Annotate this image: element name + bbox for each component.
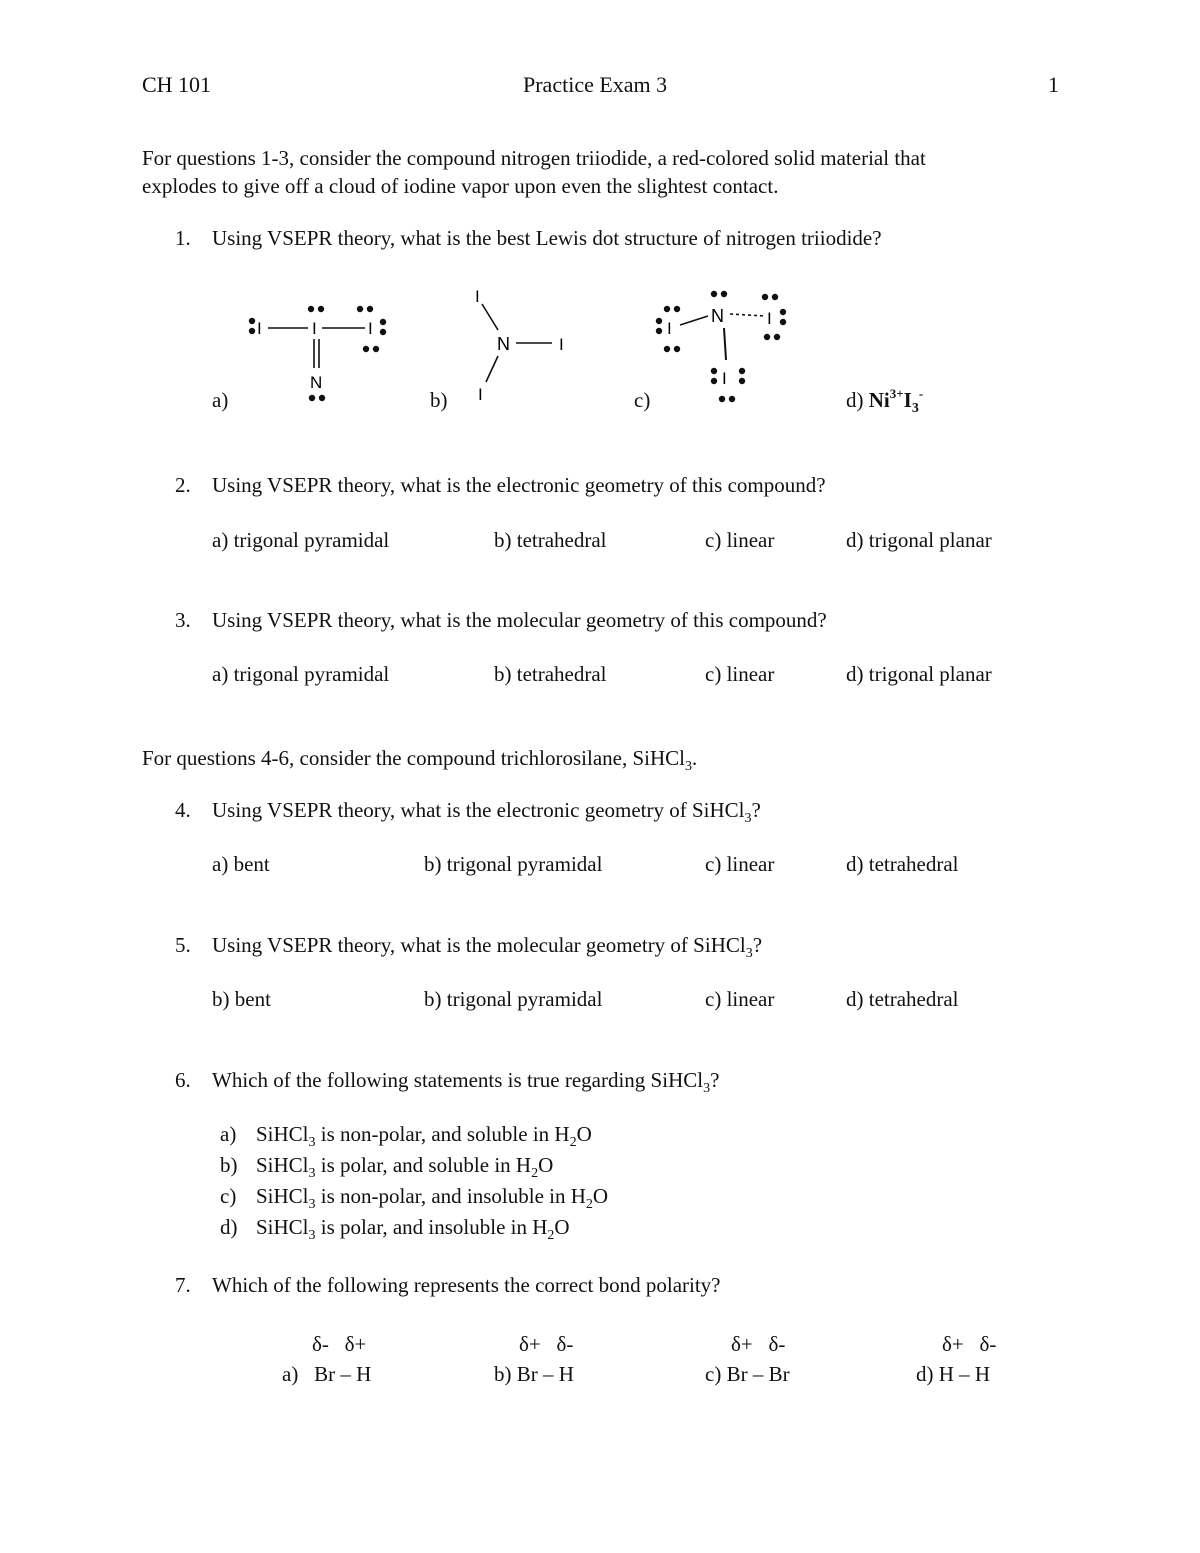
option-letter: a): [220, 1122, 237, 1146]
option-text: SiHCl: [256, 1122, 309, 1146]
q7-option-c: c) Br – Br: [705, 1362, 790, 1386]
option-text: is non-polar, and soluble in H: [315, 1122, 570, 1146]
subscript: 3: [308, 1197, 316, 1212]
question-1: [175, 226, 882, 251]
question-4: [175, 798, 761, 826]
question-2: [175, 473, 826, 498]
formula-i: I: [903, 388, 912, 412]
question-text: Which of the following statements is true regarding SiHCl: [212, 1068, 704, 1092]
q6-option-c: [220, 1184, 609, 1212]
option-text: SiHCl: [256, 1153, 309, 1177]
subscript: 3: [745, 946, 753, 961]
option-text: SiHCl: [256, 1215, 309, 1239]
atom-i: I: [478, 385, 483, 404]
option-letter: c): [220, 1184, 237, 1208]
q5-option-d: d) tetrahedral: [846, 987, 959, 1011]
question-text: Using VSEPR theory, what is the electronic geometry of SiHCl: [212, 798, 745, 822]
subscript: 2: [547, 1228, 555, 1243]
structure-c: [656, 291, 786, 402]
q7-option-b-charges: δ+ δ-: [519, 1332, 574, 1356]
group2-intro: [142, 744, 697, 776]
question-end: ?: [752, 933, 763, 957]
formula-ni: Ni: [868, 388, 890, 412]
subscript: 3: [685, 759, 693, 774]
question-text: Using VSEPR theory, what is the molecular geometry of SiHCl: [212, 933, 746, 957]
page-number: 1: [1048, 72, 1059, 97]
subscript: 3: [308, 1228, 316, 1243]
atom-i: I: [312, 319, 317, 338]
subscript: 3: [308, 1166, 316, 1181]
charge: 3+: [889, 386, 904, 401]
q2-option-d: d) trigonal planar: [846, 528, 992, 552]
q3-option-a: a) trigonal pyramidal: [212, 662, 390, 686]
q4-option-c: c) linear: [705, 852, 775, 876]
q1-option-d: [846, 386, 924, 416]
q6-option-b: [220, 1153, 554, 1181]
option-text: is polar, and soluble in H: [315, 1153, 532, 1177]
question-5: [175, 933, 763, 961]
option-text: O: [554, 1215, 570, 1239]
q5-option-a: b) bent: [212, 987, 271, 1011]
question-number: 3.: [175, 608, 191, 632]
question-3: [175, 608, 827, 633]
option-text: is non-polar, and insoluble in H: [315, 1184, 586, 1208]
atom-i: I: [257, 319, 262, 338]
charge: -: [918, 386, 924, 401]
q7-option-b: b) Br – H: [494, 1362, 574, 1386]
question-6: [175, 1068, 720, 1096]
q7-option-d-charges: δ+ δ-: [942, 1332, 997, 1356]
question-text: Which of the following represents the correct bond polarity?: [212, 1273, 721, 1297]
subscript: 3: [703, 1081, 711, 1096]
question-number: 6.: [175, 1068, 191, 1092]
page-title: Practice Exam 3: [523, 72, 668, 97]
q3-option-b: b) tetrahedral: [494, 662, 607, 686]
q4-option-d: d) tetrahedral: [846, 852, 959, 876]
group1-intro-line2: explodes to give off a cloud of iodine vapor upon even the slightest contact.: [142, 174, 779, 198]
question-number: 7.: [175, 1273, 191, 1297]
q7-option-a-charges: δ- δ+: [312, 1332, 367, 1356]
atom-i: I: [475, 287, 480, 306]
q1-option-b-label: b): [430, 388, 448, 412]
option-text: SiHCl: [256, 1184, 309, 1208]
q3-option-d: d) trigonal planar: [846, 662, 992, 686]
q2-option-c: c) linear: [705, 528, 775, 552]
question-end: ?: [710, 1068, 720, 1092]
option-text: O: [592, 1184, 609, 1208]
question-7: [175, 1273, 721, 1298]
q7-option-a: a) Br – H: [282, 1362, 372, 1386]
subscript: 3: [308, 1135, 316, 1150]
question-number: 4.: [175, 798, 191, 822]
subscript: 2: [531, 1166, 539, 1181]
q4-option-b: b) trigonal pyramidal: [424, 852, 603, 876]
atom-i: I: [559, 335, 564, 354]
q6-option-a: [220, 1122, 592, 1150]
intro-text: For questions 4-6, consider the compound trichlorosilane, SiHCl: [142, 746, 686, 770]
atom-i: I: [722, 369, 727, 388]
question-number: 5.: [175, 933, 191, 957]
question-text: Using VSEPR theory, what is the molecular geometry of this compound?: [212, 608, 827, 632]
atom-i: I: [767, 309, 772, 328]
question-number: 2.: [175, 473, 191, 497]
option-letter: b): [220, 1153, 238, 1177]
q2-option-b: b) tetrahedral: [494, 528, 607, 552]
atom-i: I: [368, 319, 373, 338]
option-letter: d): [846, 388, 869, 412]
q5-option-b: b) trigonal pyramidal: [424, 987, 603, 1011]
q5-option-c: c) linear: [705, 987, 775, 1011]
atom-n: N: [497, 334, 510, 354]
q1-option-a-label: a): [212, 388, 229, 412]
q7-option-c-charges: δ+ δ-: [731, 1332, 786, 1356]
question-text: Using VSEPR theory, what is the best Lewis dot structure of nitrogen triiodide?: [212, 226, 882, 250]
q4-option-a: a) bent: [212, 852, 270, 876]
question-number: 1.: [175, 226, 191, 250]
q2-option-a: a) trigonal pyramidal: [212, 528, 390, 552]
atom-n: N: [711, 306, 724, 326]
q1-option-c-label: c): [634, 388, 651, 412]
intro-end: .: [692, 746, 698, 770]
q7-option-d: d) H – H: [916, 1362, 991, 1386]
structure-b: [475, 287, 564, 404]
option-text: O: [576, 1122, 592, 1146]
q6-option-d: [220, 1215, 570, 1243]
option-text: O: [538, 1153, 554, 1177]
option-text: is polar, and insoluble in H: [315, 1215, 548, 1239]
subscript: 3: [744, 811, 752, 826]
atom-i: I: [667, 319, 672, 338]
structure-a: [249, 306, 386, 401]
question-end: ?: [751, 798, 761, 822]
subscript: 2: [585, 1197, 593, 1212]
option-letter: d): [220, 1215, 238, 1239]
course-code: CH 101: [142, 72, 212, 97]
subscript: 2: [569, 1135, 577, 1150]
subscript: 3: [911, 401, 919, 416]
question-text: Using VSEPR theory, what is the electronic geometry of this compound?: [212, 473, 826, 497]
group1-intro-line1: For questions 1-3, consider the compound nitrogen triiodide, a red-colored solid material that: [142, 146, 926, 170]
q3-option-c: c) linear: [705, 662, 775, 686]
atom-n: N: [310, 373, 323, 392]
